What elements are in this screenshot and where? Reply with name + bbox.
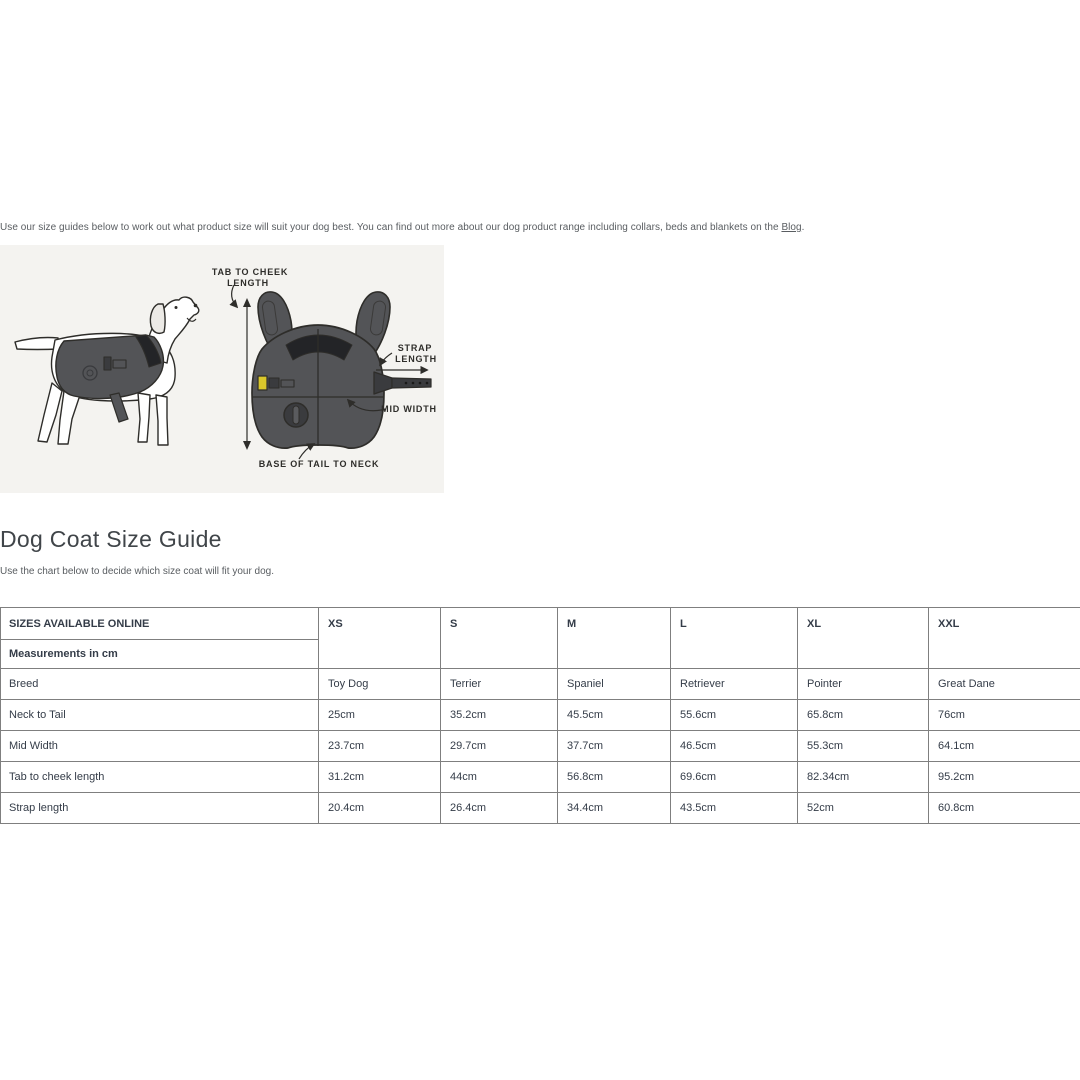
dog-eye — [175, 306, 178, 309]
neck-to-tail-xl: 65.8cm — [798, 700, 929, 731]
dog-front-leg-near — [156, 395, 168, 445]
table-row-neck-to-tail — [1, 700, 1080, 731]
size-diagram — [0, 245, 444, 493]
mid-width-l: 46.5cm — [671, 731, 798, 762]
size-table-container — [0, 607, 1080, 824]
dog-nose — [194, 304, 198, 308]
dog-ear — [150, 304, 165, 333]
tab-to-cheek-m: 56.8cm — [558, 762, 671, 793]
row-label-breed: Breed — [1, 669, 319, 700]
table-header-size-xxl: XXL — [929, 608, 1080, 669]
table-header-size-l: L — [671, 608, 798, 669]
mid-width-s: 29.7cm — [441, 731, 558, 762]
label-strap-line1: STRAP — [397, 343, 433, 353]
label-tab-to-cheek-line1: TAB TO CHEEK — [211, 267, 289, 277]
label-mid-width: MID WIDTH — [381, 404, 437, 414]
row-label-tab-to-cheek: Tab to cheek length — [1, 762, 319, 793]
breed-s: Terrier — [441, 669, 558, 700]
size-diagram-svg — [0, 245, 444, 493]
breed-xs: Toy Dog — [319, 669, 441, 700]
mid-width-xxl: 64.1cm — [929, 731, 1080, 762]
table-header-row-primary — [1, 608, 1080, 640]
dog-front-leg-far — [138, 393, 150, 442]
table-header-size-s: S — [441, 608, 558, 669]
strap-length-m: 34.4cm — [558, 793, 671, 824]
table-header-primary: SIZES AVAILABLE ONLINE — [1, 608, 319, 640]
strap-length-xl: 52cm — [798, 793, 929, 824]
row-label-neck-to-tail: Neck to Tail — [1, 700, 319, 731]
table-header-secondary: Measurements in cm — [1, 640, 319, 669]
table-header-size-m: M — [558, 608, 671, 669]
neck-to-tail-xs: 25cm — [319, 700, 441, 731]
intro-paragraph — [0, 221, 1080, 234]
coat-side-buckle-accent — [258, 376, 267, 390]
tab-to-cheek-xxl: 95.2cm — [929, 762, 1080, 793]
strap-length-xs: 20.4cm — [319, 793, 441, 824]
table-header-size-xs: XS — [319, 608, 441, 669]
table-row-tab-to-cheek — [1, 762, 1080, 793]
neck-to-tail-s: 35.2cm — [441, 700, 558, 731]
intro-text: Use our size guides below to work out what product size will suit your dog best. You can find out more about our dog product range including collars, beds and blankets on the — [0, 222, 782, 233]
breed-l: Retriever — [671, 669, 798, 700]
label-tab-to-cheek-line2: LENGTH — [227, 278, 269, 288]
tab-to-cheek-s: 44cm — [441, 762, 558, 793]
neck-to-tail-m: 45.5cm — [558, 700, 671, 731]
tab-label-pointer — [232, 285, 237, 307]
row-label-mid-width: Mid Width — [1, 731, 319, 762]
strap-length-s: 26.4cm — [441, 793, 558, 824]
table-row-mid-width — [1, 731, 1080, 762]
breed-m: Spaniel — [558, 669, 671, 700]
label-base-of-tail: BASE OF TAIL TO NECK — [258, 459, 380, 469]
vertical-arrow-head-top — [243, 298, 251, 307]
page-subheading: Use the chart below to decide which size coat will fit your dog. — [0, 566, 275, 577]
table-row-strap-length — [1, 793, 1080, 824]
dog-coat-buckle — [104, 357, 111, 370]
breed-xl: Pointer — [798, 669, 929, 700]
breed-xxl: Great Dane — [929, 669, 1080, 700]
tab-to-cheek-xs: 31.2cm — [319, 762, 441, 793]
intro-period: . — [801, 222, 805, 233]
strap-label-pointer — [380, 353, 392, 365]
coat-side-buckle — [269, 378, 279, 388]
page-title: Dog Coat Size Guide — [0, 526, 222, 552]
mid-width-xs: 23.7cm — [319, 731, 441, 762]
size-table — [0, 607, 1080, 824]
coat-strap-funnel — [374, 372, 392, 394]
coat-buckle-slot — [293, 406, 299, 424]
tab-to-cheek-xl: 82.34cm — [798, 762, 929, 793]
label-strap-line2: LENGTH — [395, 354, 437, 364]
tab-to-cheek-l: 69.6cm — [671, 762, 798, 793]
row-label-strap-length: Strap length — [1, 793, 319, 824]
mid-width-xl: 55.3cm — [798, 731, 929, 762]
table-row-breed — [1, 669, 1080, 700]
neck-to-tail-xxl: 76cm — [929, 700, 1080, 731]
vertical-arrow-head-bottom — [243, 441, 251, 450]
strap-length-l: 43.5cm — [671, 793, 798, 824]
dog-side-illustration — [15, 297, 199, 445]
coat-strap — [392, 378, 431, 388]
mid-width-m: 37.7cm — [558, 731, 671, 762]
strap-length-xxl: 60.8cm — [929, 793, 1080, 824]
dog-hind-leg-near — [58, 391, 80, 444]
table-header-size-xl: XL — [798, 608, 929, 669]
blog-link[interactable]: Blog — [781, 222, 802, 233]
neck-to-tail-l: 55.6cm — [671, 700, 798, 731]
